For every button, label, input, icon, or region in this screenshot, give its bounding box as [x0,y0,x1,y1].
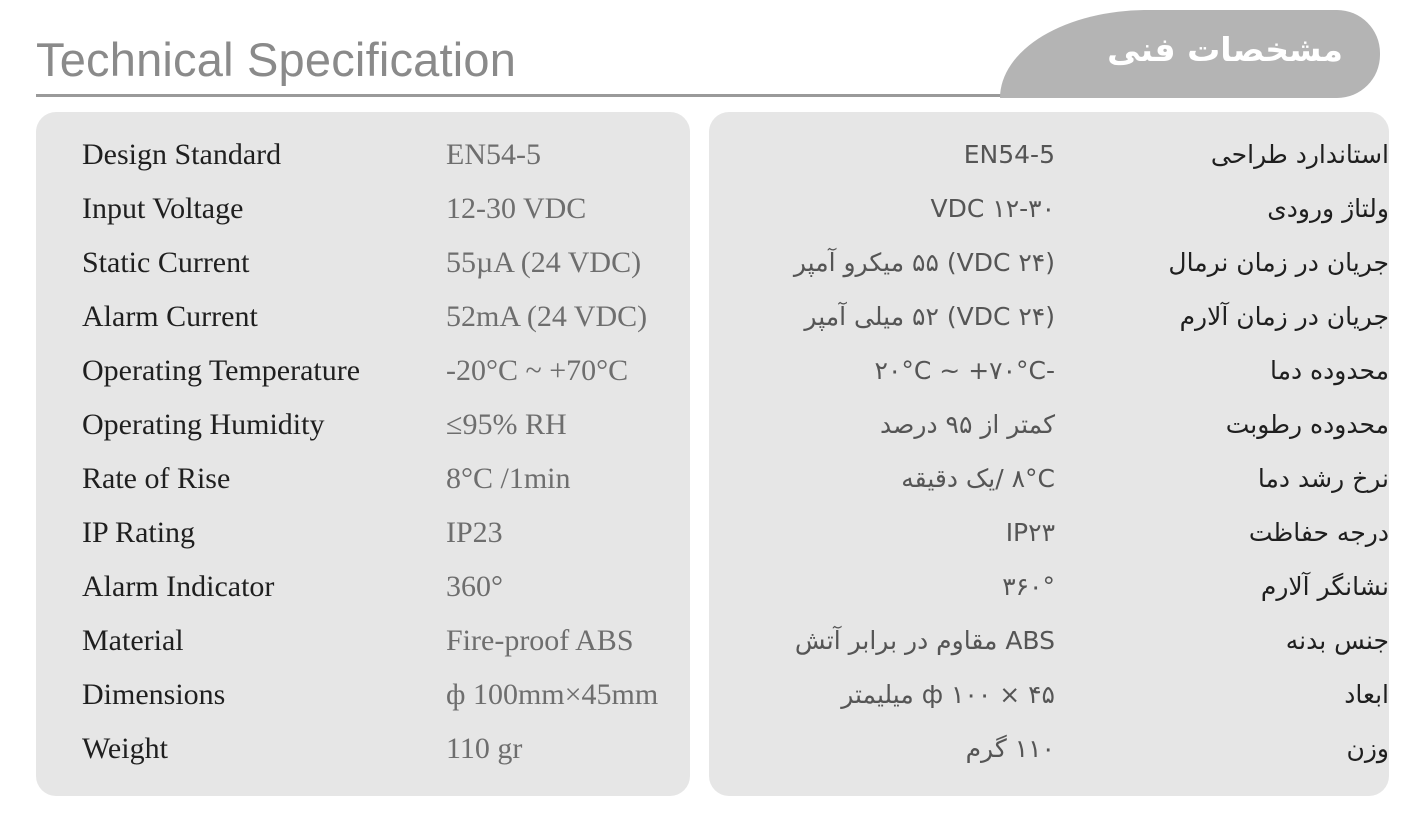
spec-label-fa-operating-temperature: محدوده دما [1269,356,1389,385]
spec-label-input-voltage: Input Voltage [82,192,244,225]
spec-value-alarm-indicator: 360° [446,570,503,603]
spec-value-operating-temperature: -20°C ~ +70°C [446,354,629,387]
spec-value-fa-dimensions: ф ۱۰۰ × ۴۵ میلیمتر [841,680,1055,709]
spec-value-fa-alarm-current: (۲۴ VDC) ۵۲ میلی آمپر [804,302,1055,331]
spec-value-fa-design-standard: EN54-5 [963,140,1055,169]
spec-value-fa-input-voltage: ۱۲-۳۰ VDC [930,194,1055,223]
spec-label-fa-alarm-indicator: نشانگر آلارم [1260,572,1389,601]
spec-label-fa-ip-rating: درجه حفاظت [1248,518,1389,547]
spec-label-operating-humidity: Operating Humidity [82,408,325,441]
spec-value-fa-material: ABS مقاوم در برابر آتش [794,626,1055,655]
spec-value-fa-weight: ۱۱۰ گرم [965,734,1055,763]
spec-label-fa-static-current: جریان در زمان نرمال [1168,248,1389,277]
spec-label-fa-design-standard: استاندارد طراحی [1210,140,1389,169]
spec-label-weight: Weight [82,732,168,765]
spec-label-operating-temperature: Operating Temperature [82,354,361,387]
spec-value-dimensions: ф 100mm×45mm [446,678,659,711]
spec-label-static-current: Static Current [82,246,250,279]
spec-value-fa-static-current: (۲۴ VDC) ۵۵ میکرو آمپر [793,248,1055,277]
spec-value-fa-alarm-indicator: ۳۶۰° [1002,572,1055,601]
spec-value-operating-humidity: ≤95% RH [446,408,567,441]
spec-value-input-voltage: 12-30 VDC [446,192,587,225]
title-divider [36,94,1046,97]
spec-label-fa-weight: وزن [1346,734,1389,763]
spec-label-alarm-indicator: Alarm Indicator [82,570,275,603]
spec-value-static-current: 55µA (24 VDC) [446,246,642,279]
spec-label-fa-alarm-current: جریان در زمان آلارم [1179,302,1389,331]
spec-label-material: Material [82,624,184,657]
spec-label-alarm-current: Alarm Current [82,300,258,333]
spec-label-fa-input-voltage: ولتاژ ورودی [1267,194,1389,223]
spec-value-rate-of-rise: 8°C /1min [446,462,571,495]
spec-label-fa-dimensions: ابعاد [1344,680,1389,709]
spec-value-design-standard: EN54-5 [446,138,541,171]
spec-value-weight: 110 gr [446,732,523,765]
spec-label-fa-material: جنس بدنه [1285,626,1389,655]
spec-label-fa-operating-humidity: محدوده رطوبت [1225,410,1389,439]
spec-value-fa-operating-temperature: -۲۰°C ~ +۷۰°C [874,356,1055,385]
spec-label-ip-rating: IP Rating [82,516,196,549]
page-title: Technical Specification [36,33,517,86]
spec-label-design-standard: Design Standard [82,138,282,171]
spec-label-rate-of-rise: Rate of Rise [82,462,231,495]
spec-label-fa-rate-of-rise: نرخ رشد دما [1257,464,1389,493]
spec-value-fa-ip-rating: IP۲۳ [1005,518,1055,547]
spec-value-ip-rating: IP23 [446,516,503,549]
spec-value-material: Fire-proof ABS [446,624,634,657]
spec-value-fa-operating-humidity: کمتر از ۹۵ درصد [880,410,1055,439]
persian-title: مشخصات فنی [1107,30,1343,69]
spec-value-fa-rate-of-rise: ۸°C /یک دقیقه [901,464,1055,493]
spec-value-alarm-current: 52mA (24 VDC) [446,300,648,333]
spec-label-dimensions: Dimensions [82,678,226,711]
